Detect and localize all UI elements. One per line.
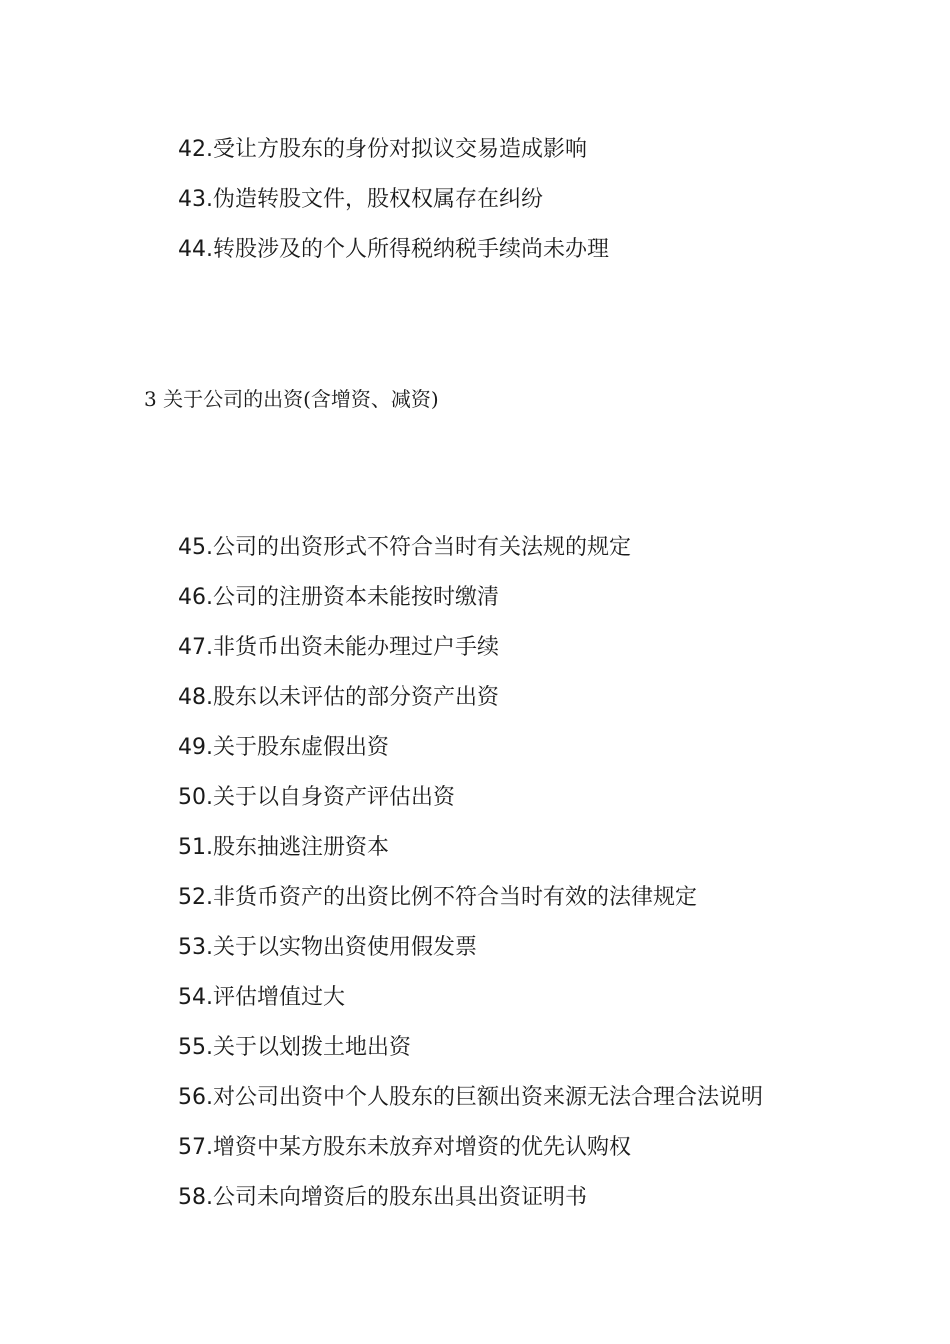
list-item: 56.对公司出资中个人股东的巨额出资来源无法合理合法说明 [178,1085,763,1110]
list-item: 53.关于以实物出资使用假发票 [178,935,477,960]
list-item: 44.转股涉及的个人所得税纳税手续尚未办理 [178,237,609,262]
list-item: 52.非货币资产的出资比例不符合当时有效的法律规定 [178,885,697,910]
list-item: 57.增资中某方股东未放弃对增资的优先认购权 [178,1135,631,1160]
list-item: 48.股东以未评估的部分资产出资 [178,685,499,710]
section-heading: 3 关于公司的出资(含增资、减资) [144,387,439,411]
list-item: 54.评估增值过大 [178,985,345,1010]
list-item: 42.受让方股东的身份对拟议交易造成影响 [178,137,587,162]
previous-section-list [178,125,609,275]
list-item: 49.关于股东虚假出资 [178,735,389,760]
list-item: 55.关于以划拨土地出资 [178,1035,411,1060]
list-item: 58.公司未向增资后的股东出具出资证明书 [178,1185,587,1210]
list-item: 45.公司的出资形式不符合当时有关法规的规定 [178,535,631,560]
capital-contribution-list [178,523,763,1223]
list-item: 46.公司的注册资本未能按时缴清 [178,585,499,610]
list-item: 47.非货币出资未能办理过户手续 [178,635,499,660]
list-item: 50.关于以自身资产评估出资 [178,785,455,810]
list-item: 51.股东抽逃注册资本 [178,835,389,860]
list-item: 43.伪造转股文件，股权权属存在纠纷 [178,187,543,212]
